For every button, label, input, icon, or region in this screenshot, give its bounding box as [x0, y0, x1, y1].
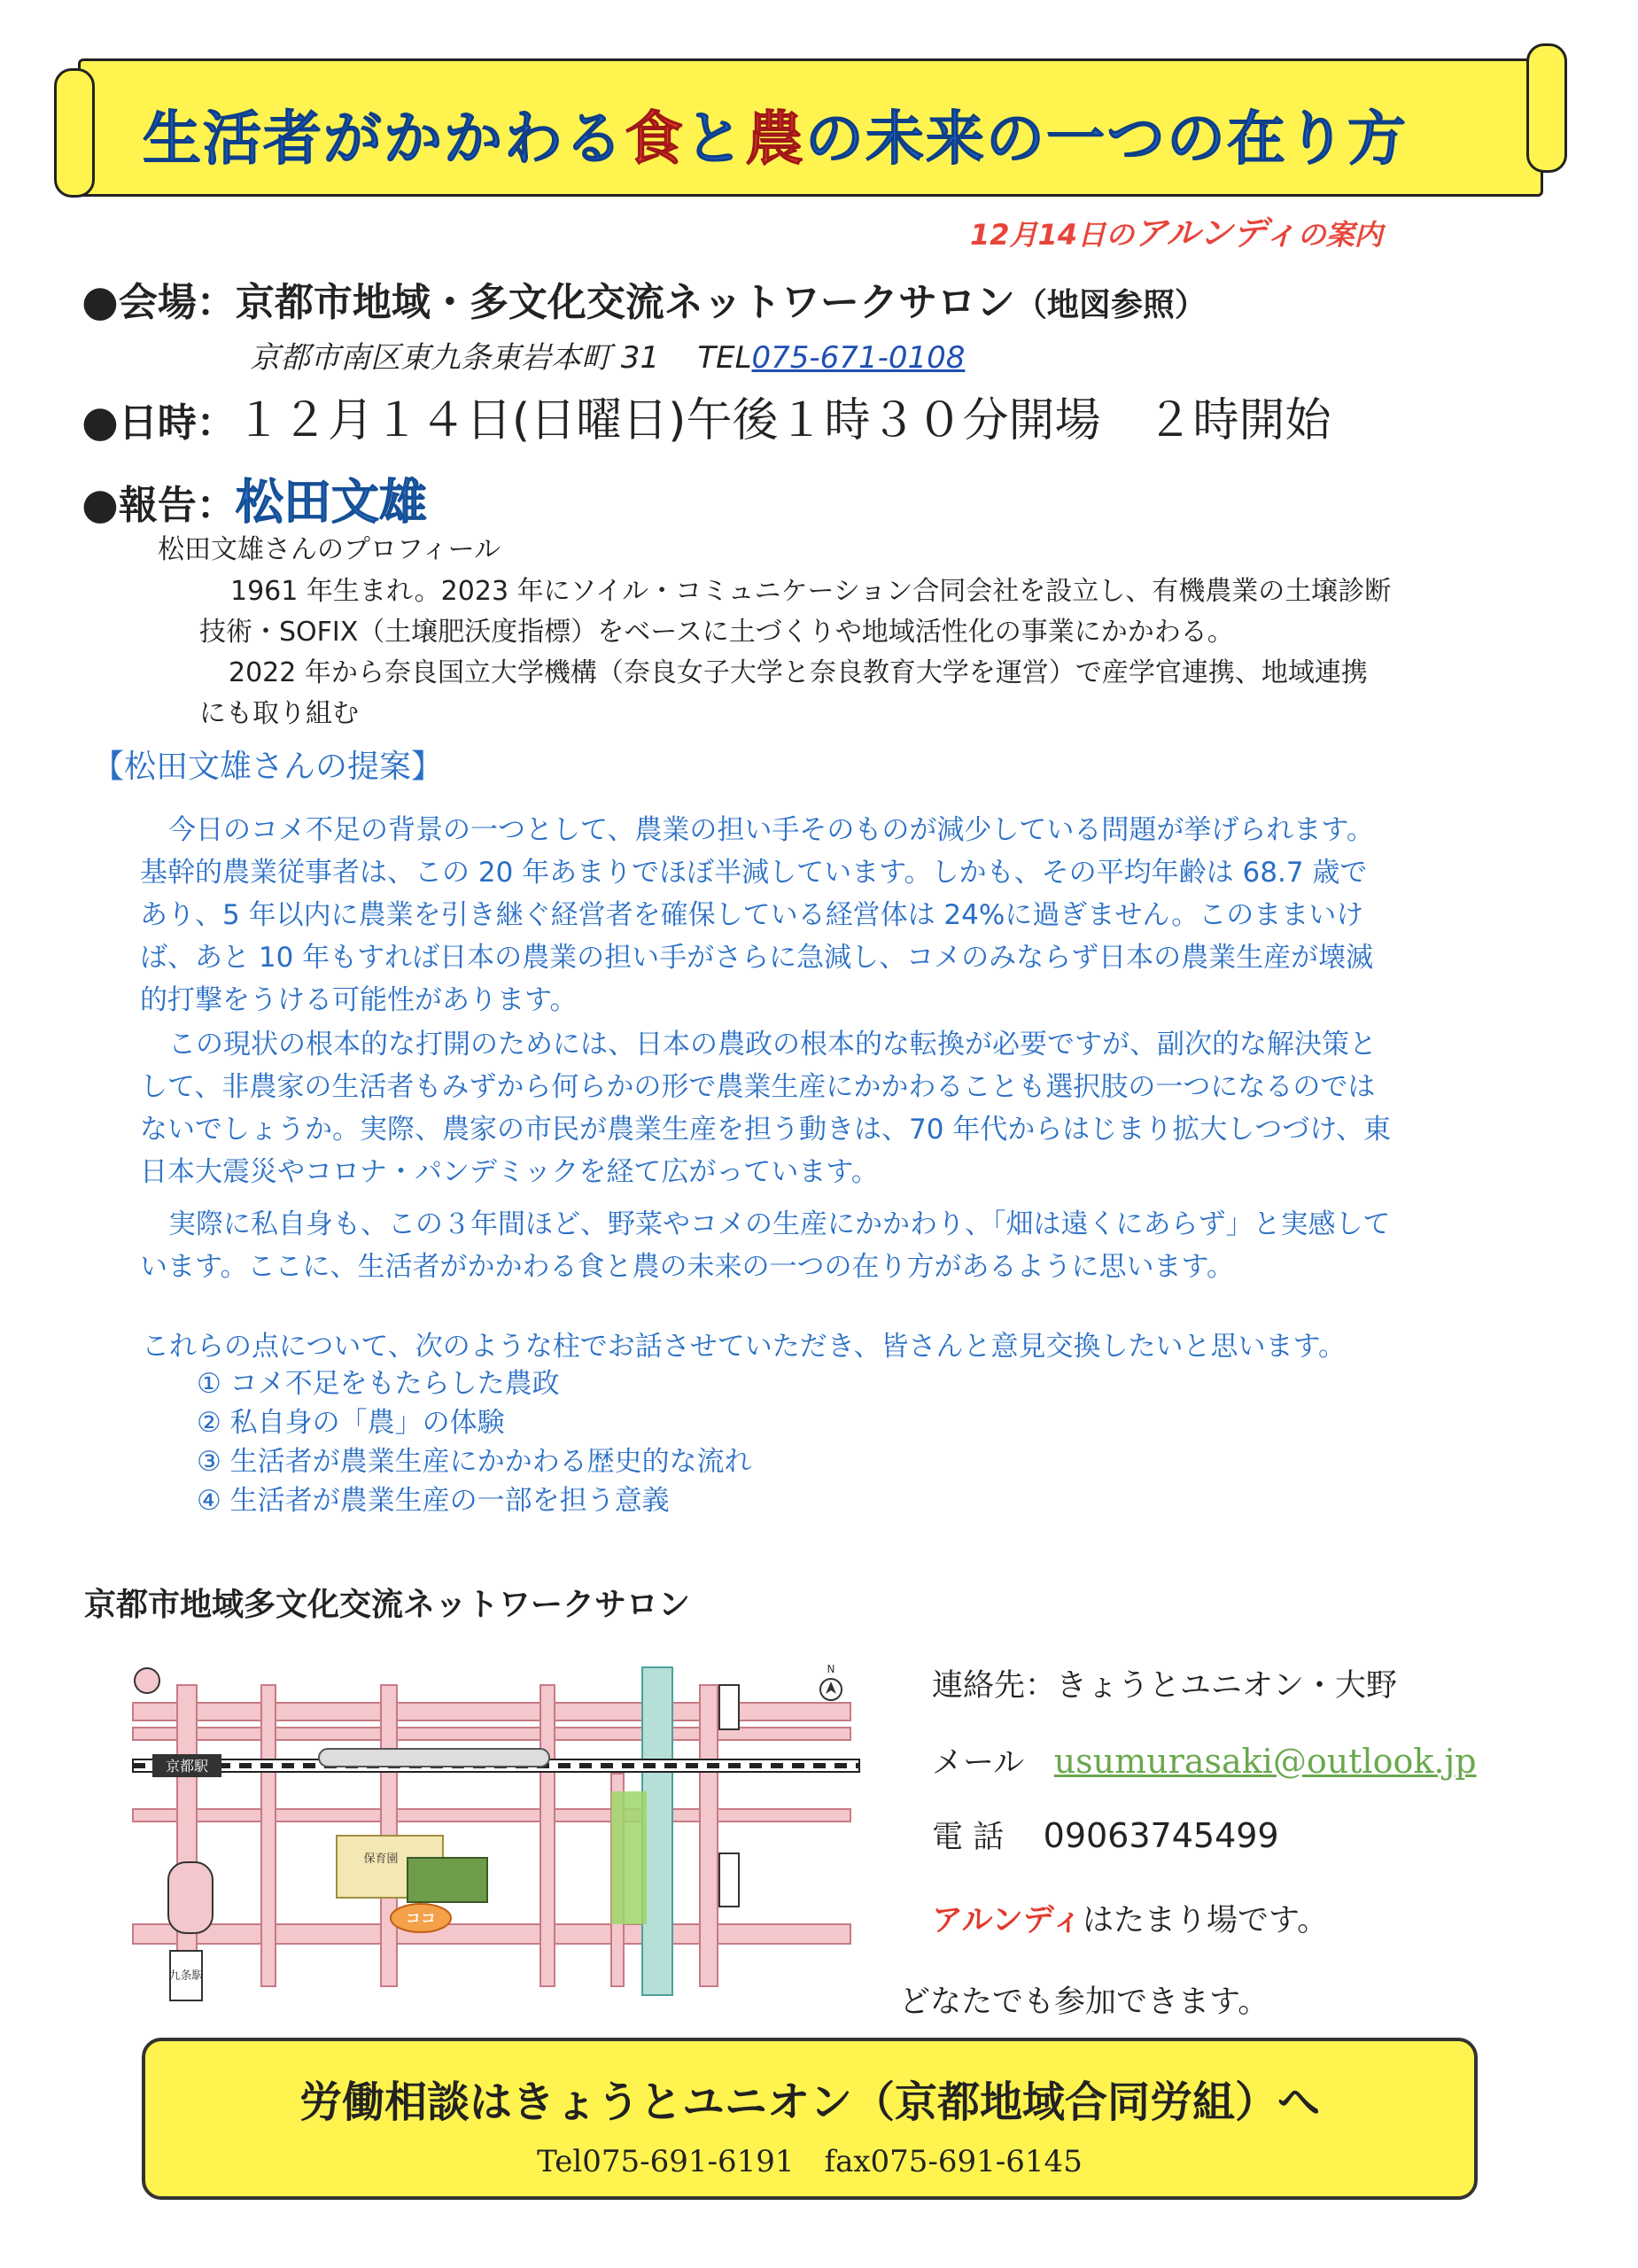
proposal-points: [197, 1364, 752, 1520]
map-road-v4: [540, 1685, 555, 1986]
subtitle-name: アルンディ: [1134, 214, 1298, 252]
venue-note: （地図参照）: [1014, 287, 1207, 323]
proposal-intro: これらの点について、次のような柱でお話させていただき、皆さんと意見交換したいと思います。: [142, 1331, 1347, 1363]
map-road-hachijo: [133, 1809, 850, 1821]
proposal-point: ① コメ不足をもたらした農政: [197, 1368, 560, 1400]
proposal-para1: [140, 809, 1575, 1021]
map-road-hachijo-north: [133, 1728, 850, 1740]
profile-heading: 松田文雄さんのプロフィール: [158, 534, 501, 565]
contact-phone-row: [932, 1813, 1279, 1857]
venue-address-line: [250, 333, 965, 377]
title-banner: [78, 58, 1543, 197]
map-salon-building: [408, 1858, 487, 1902]
proposal-point: ③ 生活者が農業生産にかかわる歴史的な流れ: [197, 1446, 752, 1478]
proposal-point: ② 私自身の「農」の体験: [197, 1407, 505, 1439]
title-part1: 生活者がかかわる: [143, 105, 625, 173]
contact-phone-label: 電 話: [932, 1820, 1005, 1855]
labor-consult-box: [142, 2038, 1478, 2200]
reporter-name: 松田文雄: [235, 474, 427, 530]
contact-mail-row: [932, 1738, 1477, 1783]
scroll-curl-left: [54, 68, 95, 198]
para1-line: 的打撃をうける可能性があります。: [140, 984, 578, 1016]
venue-bullet: ●: [82, 276, 119, 326]
map-tofukuji-station-box: [719, 1853, 739, 1907]
datetime-label: 日時：: [118, 400, 236, 446]
map-kyoto-tower-icon: [135, 1668, 159, 1693]
para2-line: ないでしょうか。実際、農家の市民が農業生産を担う動きは、70 年代からはじまり拡大しつづけ、東: [140, 1114, 1392, 1146]
title-and: と: [685, 105, 745, 173]
venue-address: 京都市南区東九条東岩本町 31: [250, 340, 660, 376]
arundi-row: [932, 1896, 1328, 1940]
profile-line4: にも取り組む: [199, 698, 359, 729]
para2-line: この現状の根本的な打開のためには、日本の農政の根本的な転換が必要ですが、副次的な解決策と: [168, 1029, 1377, 1060]
para2-line: して、非農家の生活者もみずから何らかの形で農業生産にかかわることも選択肢の一つになるのでは: [140, 1071, 1376, 1103]
map-compass-n: N: [827, 1663, 835, 1675]
map-compass-arrow: [826, 1682, 836, 1694]
reporter-label: 報告：: [118, 483, 236, 528]
subtitle-date: 12月14日の: [970, 218, 1135, 252]
proposal-point: ④ 生活者が農業生産の一部を担う意義: [197, 1485, 670, 1517]
map-here-label: ココ: [406, 1910, 436, 1928]
para3-line: 実際に私自身も、この３年間ほど、野菜やコメの生産にかかわり、「畑は遠くにあらず」と実感して: [168, 1208, 1391, 1240]
map-shinkansen: [319, 1749, 549, 1767]
contact-mail-label: メール: [932, 1745, 1025, 1781]
venue-tel-label: TEL: [697, 340, 752, 376]
para1-line: 今日のコメ不足の背景の一つとして、農業の担い手そのものが減少している問題が挙げられます。: [168, 814, 1374, 846]
contact-person: 連絡先：きょうとユニオン・大野: [932, 1668, 1398, 1704]
para2-line: 日本大震災やコロナ・パンデミックを経て広がっています。: [140, 1156, 879, 1188]
para1-line: あり、5 年以内に農業を引き継ぐ経営者を確保している経営体は 24%に過ぎません。このままいけ: [140, 899, 1364, 931]
map-kujo-station-label: 九条駅: [168, 1969, 204, 1983]
datetime-bullet: ●: [82, 397, 119, 447]
scroll-curl-right: [1526, 43, 1567, 173]
venue-name: 京都市地域・多文化交流ネットワークサロン: [235, 280, 1015, 325]
map-roads: [133, 1685, 850, 1986]
subtitle: [970, 206, 1383, 254]
proposal-para2: [140, 1023, 1575, 1193]
salon-title: 京都市地域多文化交流ネットワークサロン: [84, 1587, 691, 1623]
map-kyoto-station-label: 京都駅: [165, 1758, 209, 1775]
labor-consult-tel: Tel075-691-6191 fax075-691-6145: [537, 2144, 1083, 2179]
para1-line: ば、あと 10 年もすれば日本の農業の担い手がさらに急減し、コメのみならず日本の農業生産が壊滅: [140, 942, 1374, 974]
access-map: [115, 1650, 864, 2004]
arundi-rest: はたまり場です。: [1082, 1903, 1329, 1938]
reporter-line: [82, 464, 427, 532]
map-nursery-label: 保育園: [363, 1852, 399, 1866]
contact-phone: 09063745499: [1043, 1816, 1279, 1855]
map-shichijo-station-box: [719, 1685, 739, 1729]
venue-label: 会場：: [118, 280, 236, 325]
map-road-shichijo: [133, 1703, 850, 1720]
contact-mail-link[interactable]: usumurasaki@outlook.jp: [1053, 1742, 1477, 1781]
map-road-v5: [700, 1685, 718, 1986]
map-park: [611, 1791, 647, 1924]
datetime-value: １２月１４日(日曜日)午後１時３０分開場 ２時開始: [235, 394, 1331, 447]
arundi-name: アルンディ: [932, 1903, 1083, 1938]
subtitle-suffix: の案内: [1297, 218, 1383, 252]
proposal-para3: [140, 1203, 1575, 1288]
labor-consult-title: 労働相談はきょうとユニオン（京都地域合同労組）へ: [299, 2078, 1320, 2127]
venue-line: [82, 270, 1207, 327]
profile-line3: 2022 年から奈良国立大学機構（奈良女子大学と奈良教育大学を運営）で産学官連携、地域連携: [229, 657, 1368, 688]
reporter-bullet: ●: [82, 479, 119, 529]
venue-tel[interactable]: 075-671-0108: [751, 340, 966, 376]
map-road-v1: [177, 1685, 197, 1986]
profile-line1: 1961 年生まれ。2023 年にソイル・コミュニケーション合同会社を設立し、有機農業の土壌診断: [230, 576, 1392, 607]
title-part2: の未来の一つの在り方: [805, 105, 1408, 173]
map-road-v2: [261, 1685, 276, 1986]
map-road-kujo: [133, 1924, 850, 1944]
proposal-heading: 【松田文雄さんの提案】: [92, 749, 444, 785]
para3-line: います。ここに、生活者がかかわる食と農の未来の一つの在り方があるように思います。: [140, 1251, 1235, 1283]
map-dome: [168, 1862, 213, 1933]
para1-line: 基幹的農業従事者は、この 20 年あまりでほぼ半減しています。しかも、その平均年齢は 68.7 歳で: [140, 857, 1368, 889]
profile-line2: 技術・SOFIX（土壌肥沃度指標）をベースに土づくりや地域活性化の事業にかかわる。: [199, 617, 1234, 648]
welcome-text: どなたでも参加できます。: [899, 1984, 1269, 2020]
title-agri: 農: [745, 105, 805, 173]
page-title: [143, 91, 1408, 175]
map-river: [642, 1667, 672, 1995]
datetime-line: [82, 383, 1331, 449]
title-food: 食: [625, 105, 685, 173]
